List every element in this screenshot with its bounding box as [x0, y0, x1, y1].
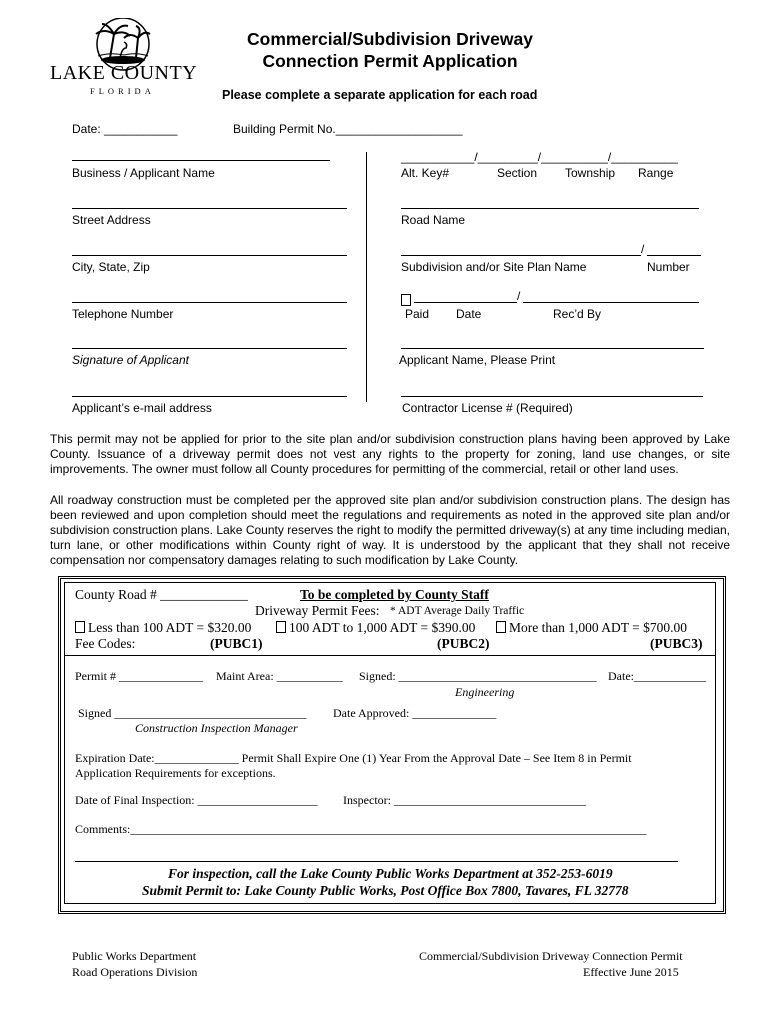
- signature-line[interactable]: [72, 348, 347, 349]
- permit-number-field[interactable]: Permit # ______________: [75, 669, 203, 683]
- footer-effective: Effective June 2015: [583, 965, 679, 979]
- notice-paragraph-1: This permit may not be applied for prior to the site plan and/or subdivision construction plans having been approved by Lake County. Issuance of a driveway permit does not vest any rights to the property for zoning, land use changes, or site improvements. The owner must follow all County procedures for permitting of the commercial, retail or other land uses.: [50, 432, 730, 476]
- staff-heading: To be completed by County Staff: [300, 587, 489, 602]
- final-inspection-field[interactable]: Date of Final Inspection: ____________________: [75, 793, 318, 807]
- expiration-note: Application Requirements for exceptions.: [75, 766, 276, 780]
- inspection-call-line: For inspection, call the Lake County Public Works Department at 352-253-6019: [168, 866, 613, 881]
- date-approved-field[interactable]: Date Approved: ______________: [333, 706, 497, 720]
- fee-code-2: (PUBC2): [437, 636, 490, 651]
- signature-label: Signature of Applicant: [72, 353, 189, 367]
- contractor-license-label: Contractor License # (Required): [402, 401, 573, 415]
- page-title: [230, 28, 550, 72]
- building-permit-field[interactable]: Building Permit No.___________________: [233, 122, 463, 136]
- engineering-date-field[interactable]: Date:____________: [608, 669, 706, 683]
- comments-line-2[interactable]: [75, 861, 678, 862]
- fee-option-3[interactable]: [496, 620, 687, 636]
- city-state-zip-label: City, State, Zip: [72, 260, 150, 274]
- fee-codes-label: Fee Codes:: [75, 636, 136, 651]
- notice-paragraph-2: All roadway construction must be completed per the approved site plan and/or subdivision construction plans. The design has been reviewed and upon completion should meet the regulations and requirements as noted in the approved site plan and/or subdivision construction plans. Lake County reserves the right to modify the permitted driveway(s) at any time including median, turn lane, or other modifications within County right of way. It is understood by the applicant that they shall not receive compensation nor compensatory damages relating to such modification by Lake County.: [50, 493, 730, 567]
- lake-county-logo: [50, 18, 200, 100]
- subdivision-number-line[interactable]: [647, 255, 701, 256]
- township-label: Township: [565, 166, 616, 180]
- paid-date-line[interactable]: [414, 302, 517, 303]
- adt-note: * ADT Average Daily Traffic: [390, 605, 525, 617]
- fee-2-checkbox[interactable]: [276, 621, 286, 633]
- column-divider: [366, 152, 367, 402]
- road-name-line[interactable]: [401, 208, 699, 209]
- fee-2-label: 100 ADT to 1,000 ADT = $390.00: [289, 620, 476, 635]
- alt-key-label: Alt. Key#: [401, 166, 450, 180]
- fee-option-2[interactable]: [276, 620, 475, 636]
- contractor-license-line[interactable]: [401, 396, 703, 397]
- fees-label: Driveway Permit Fees:: [255, 603, 380, 618]
- range-label: Range: [638, 166, 674, 180]
- subdivision-line[interactable]: [401, 255, 641, 256]
- engineering-label: Engineering: [455, 685, 515, 699]
- subdivision-slash: /: [641, 242, 645, 256]
- expiration-field[interactable]: Expiration Date:______________ Permit Shall Expire One (1) Year From the Approval Date – See Item 8 in Permit: [75, 751, 632, 765]
- paid-label: Paid: [405, 307, 430, 321]
- org-state: FLORIDA: [90, 86, 155, 96]
- alt-key-line[interactable]: ___________/_________/__________/__________: [401, 150, 678, 164]
- fee-option-1[interactable]: [75, 620, 251, 636]
- applicant-print-label: Applicant Name, Please Print: [399, 353, 556, 367]
- email-label: Applicant’s e-mail address: [72, 401, 212, 415]
- maint-area-field[interactable]: Maint Area: ___________: [216, 669, 343, 683]
- street-address-line[interactable]: [72, 208, 347, 209]
- footer-division: Road Operations Division: [72, 965, 198, 979]
- fee-code-3: (PUBC3): [650, 636, 703, 651]
- county-road-field[interactable]: County Road # _____________: [75, 587, 248, 602]
- fee-1-checkbox[interactable]: [75, 621, 85, 633]
- comments-field[interactable]: Comments:______________________________________________________________________________________: [75, 822, 647, 836]
- subdivision-number-label: Number: [647, 260, 690, 274]
- fee-code-1: (PUBC1): [210, 636, 263, 651]
- title-line-1: Commercial/Subdivision Driveway: [247, 29, 533, 49]
- city-state-zip-line[interactable]: [72, 255, 347, 256]
- fee-3-checkbox[interactable]: [496, 621, 506, 633]
- org-name: LAKE COUNTY: [50, 62, 198, 84]
- fee-3-label: More than 1,000 ADT = $700.00: [509, 620, 687, 635]
- business-name-label: Business / Applicant Name: [72, 166, 215, 180]
- cim-label: Construction Inspection Manager: [135, 721, 298, 735]
- footer-form-name: Commercial/Subdivision Driveway Connection Permit: [419, 949, 683, 963]
- date-field[interactable]: Date: ___________: [72, 122, 178, 136]
- telephone-label: Telephone Number: [72, 307, 174, 321]
- engineering-signed-field[interactable]: Signed: _________________________________: [359, 669, 597, 683]
- paid-date-label: Date: [456, 307, 482, 321]
- business-name-line[interactable]: [72, 160, 330, 161]
- fee-1-label: Less than 100 ADT = $320.00: [88, 620, 252, 635]
- subdivision-label: Subdivision and/or Site Plan Name: [401, 260, 587, 274]
- section-label: Section: [497, 166, 538, 180]
- cim-signed-field[interactable]: Signed ________________________________: [78, 706, 307, 720]
- staff-divider: [64, 655, 715, 656]
- submit-permit-line: Submit Permit to: Lake County Public Works, Post Office Box 7800, Tavares, FL 32778: [142, 883, 629, 898]
- paid-checkbox-box[interactable]: [401, 294, 411, 306]
- road-name-label: Road Name: [401, 213, 466, 227]
- street-address-label: Street Address: [72, 213, 151, 227]
- applicant-print-line[interactable]: [401, 348, 704, 349]
- email-line[interactable]: [72, 396, 347, 397]
- telephone-line[interactable]: [72, 302, 347, 303]
- recd-by-label: Rec’d By: [553, 307, 602, 321]
- inspector-field[interactable]: Inspector: ________________________________: [343, 793, 586, 807]
- title-line-2: Connection Permit Application: [262, 51, 518, 71]
- footer-dept: Public Works Department: [72, 949, 197, 963]
- page-subtitle: Please complete a separate application for each road: [222, 88, 538, 102]
- paid-slash: /: [517, 289, 521, 303]
- recd-by-line[interactable]: [523, 302, 699, 303]
